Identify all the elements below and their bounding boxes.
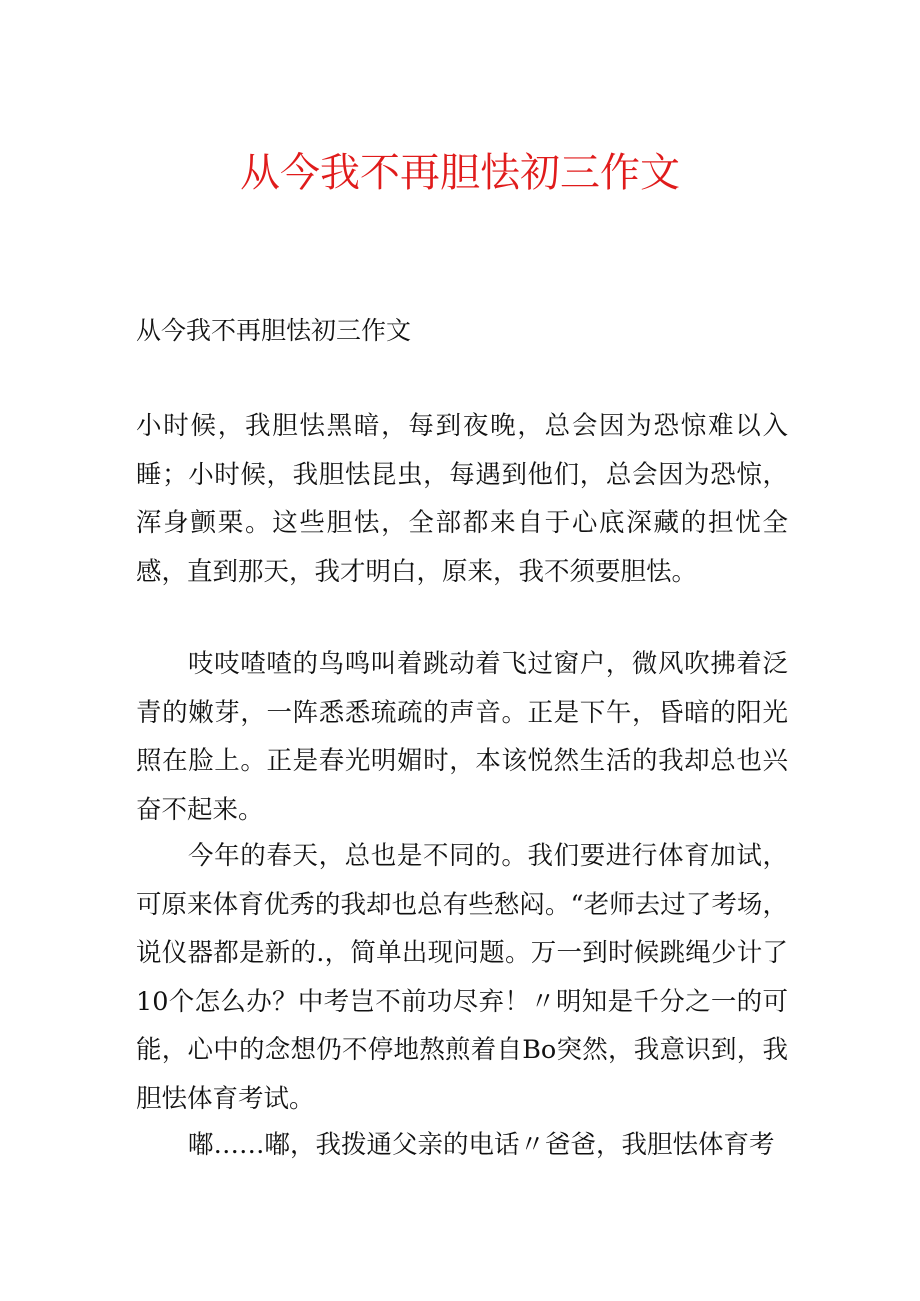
paragraph-4: 嘟……嘟，我拨通父亲的电话〃爸爸，我胆怯体育考	[188, 1130, 775, 1160]
paragraph-2: 吱吱喳喳的鸟鸣叫着跳动着飞过窗户，微风吹拂着泛青的嫩芽，一阵悉悉琉疏的声音。正是下午，昏暗的阳光照在脸上。正是春光明媚时，本该悦然生活的我却总也兴奋不起来。	[136, 649, 788, 825]
paragraph-3: 今年的春天，总也是不同的。我们要进行体育加试，可原来体育优秀的我却也总有些愁闷。“老师去过了考场，说仪器都是新的.，简单出现问题。万一到时候跳绳少计了10个怎么办？中考岂不前功尽弃！〃明知是千分之一的可能，心中的念想仍不停地熬煎着自Bo突然，我意识到，我胆怯体育考试。	[136, 841, 788, 1114]
document-title: 从今我不再胆怯初三作文	[240, 150, 680, 196]
document-subtitle: 从今我不再胆怯初三作文	[136, 316, 412, 345]
paragraph-1: 小时候，我胆怯黑暗，每到夜晚，总会因为恐惊难以入睡；小时候，我胆怯昆虫，每遇到他们，总会因为恐惊，浑身颤栗。这些胆怯，全部都来自于心底深藏的担忧全感，直到那天，我才明白，原来，我不须要胆怯。	[136, 411, 788, 587]
